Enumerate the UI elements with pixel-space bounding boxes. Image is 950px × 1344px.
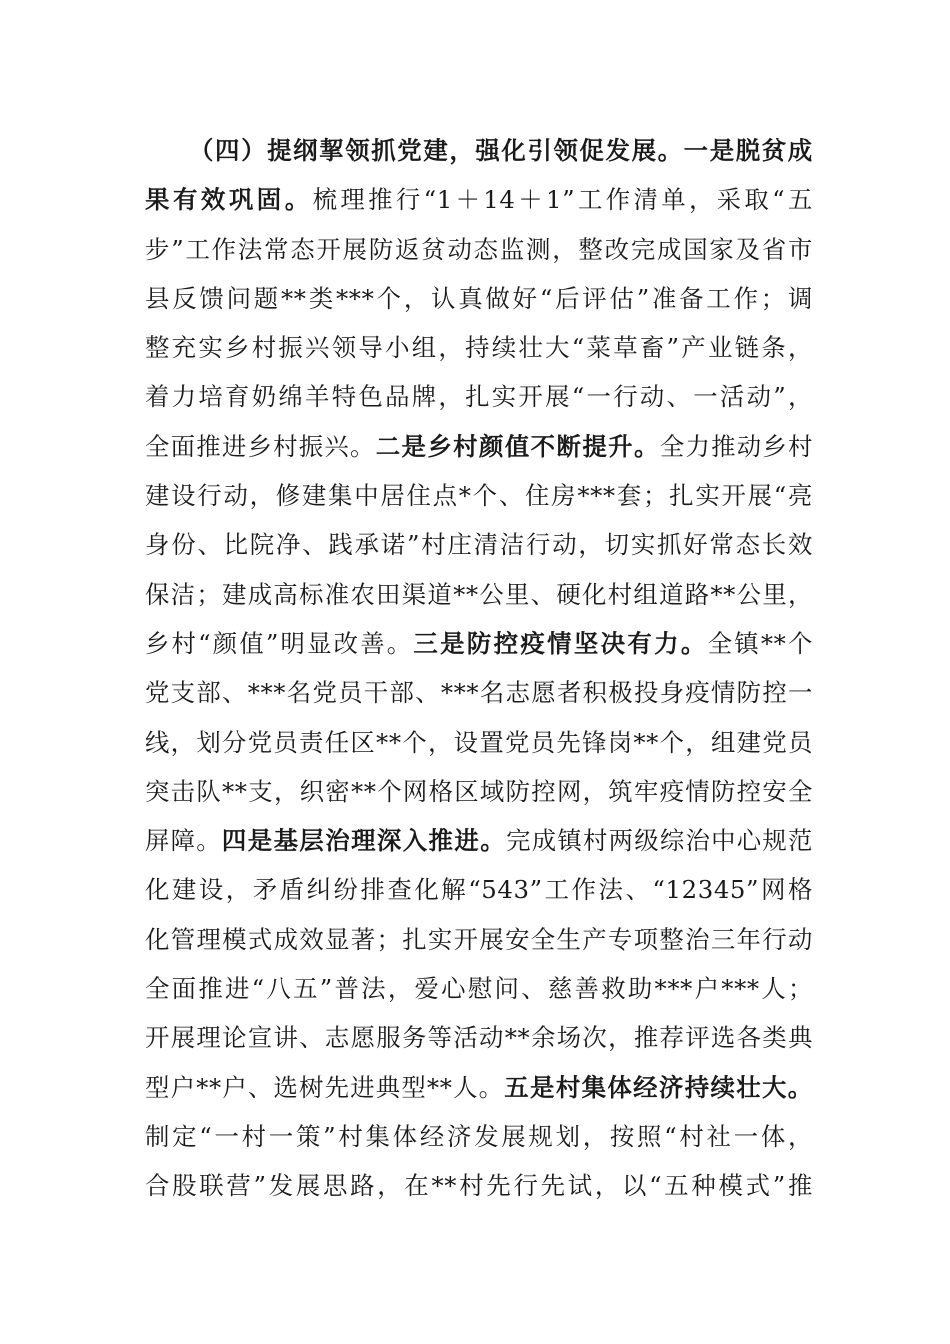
paragraph-line <box>145 915 813 964</box>
paragraph-line <box>145 570 813 619</box>
paragraph-line <box>145 274 813 323</box>
text-run: 着力培育奶绵羊特色品牌，扎实开展“一行动、一活动”， <box>145 382 813 412</box>
text-run: 合股联营”发展思路，在**村先行先试，以“五种模式”推 <box>145 1171 813 1201</box>
bold-heading-run: 三是防控疫情坚决有力。 <box>413 628 708 658</box>
text-run: 党支部、***名党员干部、***名志愿者积极投身疫情防控一 <box>145 678 813 708</box>
text-run: 屏障。 <box>145 826 222 856</box>
text-run: 建设行动，修建集中居住点*个、住房***套；扎实开展“亮 <box>145 481 813 511</box>
text-run: 步”工作法常态开展防返贫动态监测，整改完成国家及省市 <box>145 234 813 264</box>
paragraph-line <box>145 126 813 175</box>
paragraph-line <box>145 471 813 520</box>
text-run: 完成镇村两级综治中心规范 <box>506 826 813 856</box>
paragraph-line <box>145 225 813 274</box>
text-run: 开展理论宣讲、志愿服务等活动**余场次，推荐评选各类典 <box>145 1023 813 1053</box>
bold-heading-run: 果有效巩固。 <box>145 185 313 215</box>
text-run: 全力推动乡村 <box>659 431 813 461</box>
paragraph-line <box>145 372 813 421</box>
paragraph-line <box>145 1013 813 1062</box>
paragraph-line <box>145 1112 813 1161</box>
body-paragraph <box>145 126 813 1211</box>
paragraph-line <box>145 668 813 717</box>
text-run: 化管理模式成效显著；扎实开展安全生产专项整治三年行动 <box>145 924 813 954</box>
paragraph-line <box>145 718 813 767</box>
paragraph-line <box>145 1161 813 1210</box>
paragraph-line <box>145 1063 813 1112</box>
text-run: 乡村“颜值”明显改善。 <box>145 628 414 658</box>
bold-heading-run: 二是乡村颜值不断提升。 <box>375 431 660 461</box>
paragraph-line <box>145 422 813 471</box>
text-run: 整充实乡村振兴领导小组，持续壮大“菜草畜”产业链条， <box>145 333 813 363</box>
paragraph-line <box>145 767 813 816</box>
paragraph-line <box>145 520 813 569</box>
paragraph-line <box>145 816 813 865</box>
paragraph-line <box>145 619 813 668</box>
bold-heading-run: 五是村集体经济持续壮大。 <box>504 1072 813 1102</box>
paragraph-line <box>145 175 813 224</box>
text-run: 全面推进乡村振兴。 <box>145 431 376 461</box>
text-run: 保洁；建成高标准农田渠道**公里、硬化村组道路**公里， <box>145 579 813 609</box>
text-run: 制定“一村一策”村集体经济发展规划，按照“村社一体， <box>145 1121 813 1151</box>
paragraph-line <box>145 865 813 914</box>
text-run: 全镇**个 <box>707 628 813 658</box>
text-run: 线，划分党员责任区**个，设置党员先锋岗**个，组建党员 <box>145 727 813 757</box>
text-run: 身份、比院净、践承诺”村庄清洁行动，切实抓好常态长效 <box>145 530 813 560</box>
text-run: 突击队**支，织密**个网格区域防控网，筑牢疫情防控安全 <box>145 776 813 806</box>
text-run: 梳理推行“1＋14＋1”工作清单，采取“五 <box>312 185 813 215</box>
bold-heading-run: 四是基层治理深入推进。 <box>221 826 507 856</box>
paragraph-line <box>145 323 813 372</box>
text-run: 型户**户、选树先进典型**人。 <box>145 1072 505 1102</box>
text-run: 化建设，矛盾纠纷排查化解“543”工作法、“12345”网格 <box>145 875 813 905</box>
bold-heading-run: （四）提纲挈领抓党建，强化引领促发展。一是脱贫成 <box>189 136 813 165</box>
paragraph-line <box>145 964 813 1013</box>
text-run: 县反馈问题**类***个，认真做好“后评估”准备工作；调 <box>145 283 813 313</box>
text-run: 全面推进“八五”普法，爱心慰问、慈善救助***户***人； <box>145 974 813 1004</box>
